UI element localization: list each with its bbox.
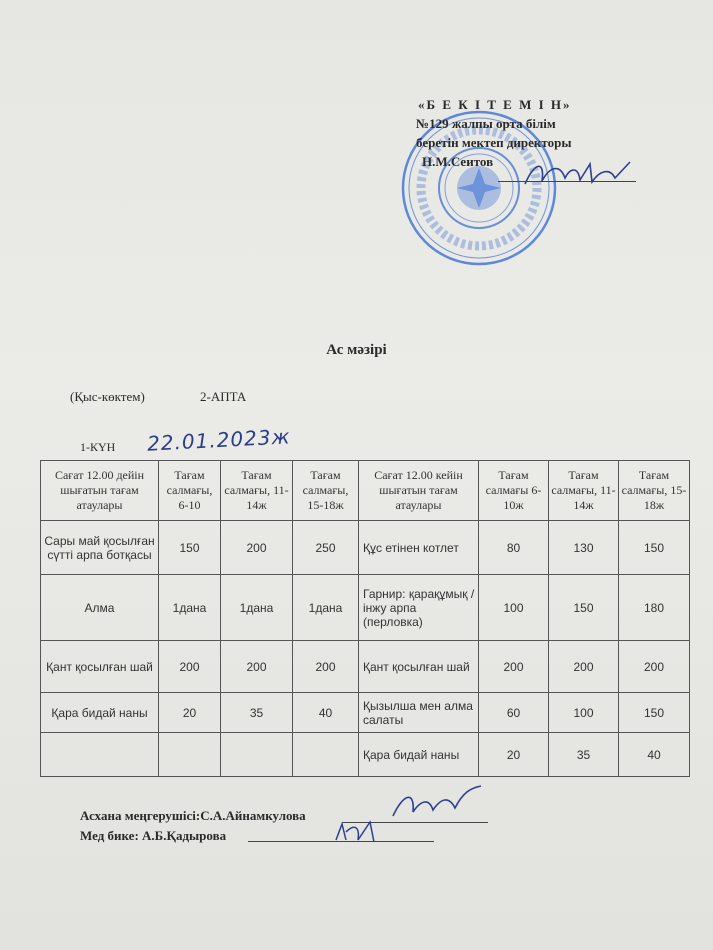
table-cell: Қызылша мен алма салаты <box>359 693 479 733</box>
table-cell: 200 <box>293 641 359 693</box>
table-cell: 180 <box>619 575 690 641</box>
table-cell: 20 <box>159 693 221 733</box>
table-cell: 200 <box>549 641 619 693</box>
table-row <box>41 575 690 641</box>
header-cell: Тағам салмағы, 15-18ж <box>619 461 690 521</box>
table-cell: 150 <box>619 521 690 575</box>
header-cell: Тағам салмағы, 11-14ж <box>549 461 619 521</box>
header-cell: Тағам салмағы, 6-10 <box>159 461 221 521</box>
table-cell: 1дана <box>221 575 293 641</box>
table-cell: 1дана <box>293 575 359 641</box>
approval-heading: «Б Е К І Т Е М І Н» <box>418 97 572 112</box>
table-row <box>41 521 690 575</box>
nurse-signature <box>330 818 390 846</box>
table-cell: 150 <box>159 521 221 575</box>
week-label: 2-АПТА <box>200 389 247 404</box>
handwritten-date: 22.01.2023ж <box>146 424 292 456</box>
header-cell: Тағам салмағы, 11-14ж <box>221 461 293 521</box>
table-cell: Құс етінен котлет <box>359 521 479 575</box>
table-header-row <box>41 461 690 521</box>
table-cell: 200 <box>221 641 293 693</box>
nurse-label: Мед бике: А.Б.Қадырова <box>80 828 227 843</box>
approval-director-name: Н.М.Сеитов <box>422 154 494 169</box>
header-cell: Сағат 12.00 кейін шығатын тағам атаулары <box>359 461 479 521</box>
table-cell: 60 <box>479 693 549 733</box>
table-row <box>41 641 690 693</box>
table-cell: 35 <box>549 733 619 777</box>
table-cell: 40 <box>293 693 359 733</box>
table-cell: Қант қосылған шай <box>359 641 479 693</box>
table-cell: 200 <box>159 641 221 693</box>
table-cell: 150 <box>549 575 619 641</box>
day-label: 1-КҮН <box>80 440 116 454</box>
header-cell: Тағам салмағы 6-10ж <box>479 461 549 521</box>
table-cell: Сары май қосылған сүтті арпа ботқасы <box>41 521 159 575</box>
table-cell: 20 <box>479 733 549 777</box>
approval-role: беретін мектеп директоры <box>416 135 572 150</box>
table-cell: 200 <box>619 641 690 693</box>
table-cell: 130 <box>549 521 619 575</box>
table-cell: 200 <box>221 521 293 575</box>
table-cell: 100 <box>479 575 549 641</box>
table-row <box>41 693 690 733</box>
director-signature <box>520 156 635 192</box>
table-cell: Алма <box>41 575 159 641</box>
table-cell: Қара бидай наны <box>41 693 159 733</box>
table-cell <box>159 733 221 777</box>
header-cell: Тағам салмағы, 15-18ж <box>293 461 359 521</box>
cook-manager-label: Асхана меңгерушісі:С.А.Айнамкулова <box>80 808 306 823</box>
table-cell: Қара бидай наны <box>359 733 479 777</box>
season-label: (Қыс-көктем) <box>70 389 145 404</box>
table-cell: 200 <box>479 641 549 693</box>
table-cell: Гарнир: қарақұмық / інжу арпа (перловка) <box>359 575 479 641</box>
table-cell <box>41 733 159 777</box>
table-cell: 35 <box>221 693 293 733</box>
approval-school: №129 жалпы орта білім <box>416 116 556 131</box>
table-cell: 80 <box>479 521 549 575</box>
header-cell: Сағат 12.00 дейін шығатын тағам атаулары <box>41 461 159 521</box>
table-cell <box>293 733 359 777</box>
table-cell: 40 <box>619 733 690 777</box>
menu-table <box>40 460 690 777</box>
cook-manager-signature <box>385 782 485 824</box>
table-cell <box>221 733 293 777</box>
page-title: Ас мәзірі <box>326 342 387 358</box>
table-cell: 250 <box>293 521 359 575</box>
table-row <box>41 733 690 777</box>
table-cell: Қант қосылған шай <box>41 641 159 693</box>
table-cell: 150 <box>619 693 690 733</box>
table-cell: 100 <box>549 693 619 733</box>
table-cell: 1дана <box>159 575 221 641</box>
